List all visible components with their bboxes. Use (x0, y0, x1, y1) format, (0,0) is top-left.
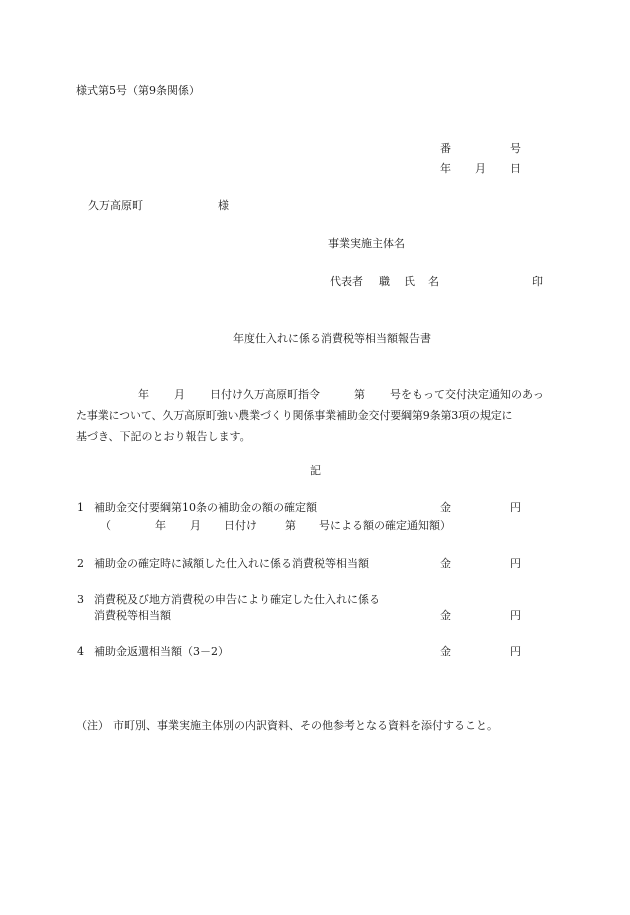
date-year: 年 (440, 162, 451, 175)
seal-label: 印 (532, 275, 543, 288)
item-text-2: 消費税等相当額 (94, 609, 171, 622)
item-number: 1 (77, 501, 84, 514)
representative-name-2: 名 (428, 275, 439, 288)
document-title: 年度仕入れに係る消費税等相当額報告書 (233, 332, 431, 345)
item-en: 円 (510, 609, 521, 622)
body-line1-text1: 日付け久万高原町指令 (210, 388, 320, 401)
body-line2: た事業について、久万高原町強い農業づくり関係事業補助金交付要綱第9条第3項の規定に (76, 409, 513, 422)
item-number: 4 (77, 645, 84, 658)
item-en: 円 (510, 557, 521, 570)
body-line1-dai: 第 (354, 388, 365, 401)
item-sub-day: 日付け (224, 519, 257, 532)
form-label: 様式第5号（第9条関係） (76, 84, 200, 97)
addressee-honorific: 様 (218, 199, 229, 212)
item-kin: 金 (440, 557, 451, 570)
item-en: 円 (510, 501, 521, 514)
number-suffix: 号 (510, 142, 521, 155)
item-kin: 金 (440, 645, 451, 658)
item-sub-month: 月 (190, 519, 201, 532)
date-month: 月 (475, 162, 486, 175)
entity-name-label: 事業実施主体名 (328, 237, 405, 250)
item-text: 補助金交付要綱第10条の補助金の額の確定額 (94, 501, 317, 514)
item-sub-rest: 号による額の確定通知額） (319, 519, 451, 532)
representative-label: 代表者 (330, 275, 363, 288)
item-sub-year: 年 (155, 519, 166, 532)
addressee-town: 久万高原町 (88, 199, 143, 212)
note-text: 市町別、事業実施主体別の内訳資料、その他参考となる資料を添付すること。 (113, 719, 498, 732)
representative-position: 職 (379, 275, 390, 288)
body-line1-year: 年 (138, 388, 149, 401)
representative-name-1: 氏 (404, 275, 415, 288)
note-label: （注） (76, 719, 109, 732)
item-kin: 金 (440, 501, 451, 514)
number-label: 番 (440, 142, 451, 155)
body-line3: 基づき、下記のとおり報告します。 (76, 430, 251, 443)
date-day: 日 (510, 162, 521, 175)
item-text: 補助金返還相当額（3－2） (94, 645, 229, 658)
ki-label: 記 (310, 464, 321, 477)
item-number: 3 (77, 593, 84, 606)
item-text: 補助金の確定時に減額した仕入れに係る消費税等相当額 (94, 557, 369, 570)
item-en: 円 (510, 645, 521, 658)
item-kin: 金 (440, 609, 451, 622)
item-sub-open: （ (100, 519, 111, 532)
item-number: 2 (77, 557, 84, 570)
body-line1-month: 月 (174, 388, 185, 401)
item-sub-dai: 第 (285, 519, 296, 532)
body-line1-text2: 号をもって交付決定通知のあっ (390, 388, 544, 401)
item-text: 消費税及び地方消費税の申告により確定した仕入れに係る (94, 593, 380, 606)
